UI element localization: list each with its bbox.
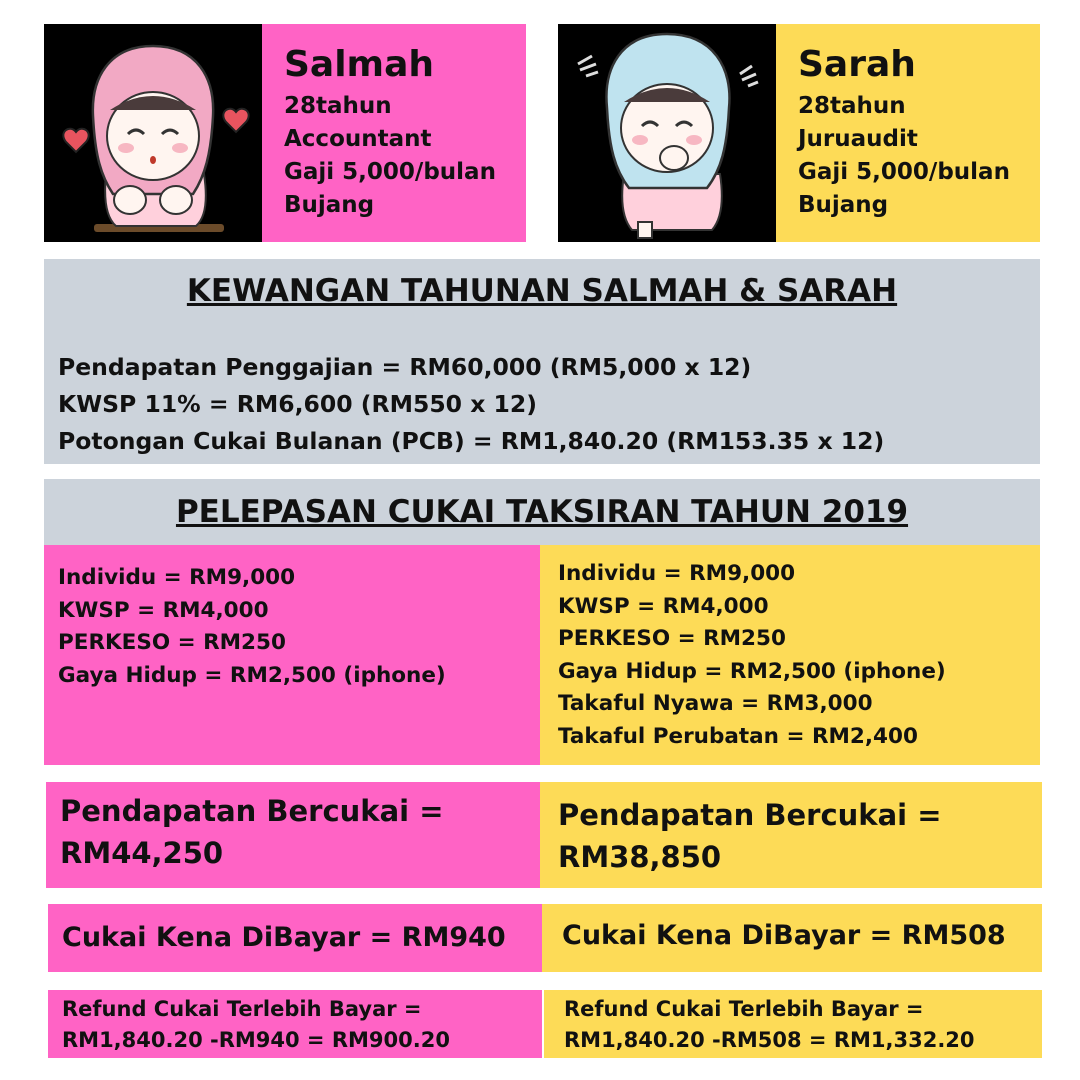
sarah-taxable-income-box bbox=[540, 782, 1042, 888]
tax-relief-title: PELEPASAN CUKAI TAKSIRAN TAHUN 2019 bbox=[175, 494, 909, 530]
salmah-relief-item: Individu = RM9,000 bbox=[58, 565, 296, 590]
sarah-relief-item: Gaya Hidup = RM2,500 (iphone) bbox=[558, 658, 946, 684]
salmah-name: Salmah bbox=[284, 44, 434, 85]
salmah-taxable-income-box bbox=[46, 782, 540, 888]
salmah-taxable-label: Pendapatan Bercukai = bbox=[60, 794, 444, 828]
sarah-tax-payable: Cukai Kena DiBayar = RM508 bbox=[562, 920, 1006, 951]
sarah-salary: Gaji 5,000/bulan bbox=[798, 159, 1010, 185]
finance-line-kwsp: KWSP 11% = RM6,600 (RM550 x 12) bbox=[58, 390, 537, 418]
salmah-status: Bujang bbox=[284, 192, 375, 218]
sarah-taxable-value: RM38,850 bbox=[558, 840, 722, 874]
hijab-girl-pink-hearts-icon bbox=[44, 24, 262, 242]
sarah-relief-item: Individu = RM9,000 bbox=[558, 561, 796, 586]
sarah-refund-label: Refund Cukai Terlebih Bayar = bbox=[564, 997, 924, 1021]
salmah-refund-calc: RM1,840.20 -RM940 = RM900.20 bbox=[62, 1028, 450, 1052]
salmah-taxable-value: RM44,250 bbox=[60, 836, 224, 870]
sarah-info-card bbox=[776, 24, 1040, 242]
sarah-tax-payable-box bbox=[542, 904, 1042, 972]
sarah-relief-item: Takaful Nyawa = RM3,000 bbox=[558, 691, 873, 716]
annual-finance-panel bbox=[44, 259, 1040, 464]
sarah-relief-box bbox=[540, 545, 1040, 765]
salmah-tax-payable-box bbox=[48, 904, 542, 972]
salmah-relief-box bbox=[44, 545, 540, 765]
sarah-age: 28tahun bbox=[798, 93, 906, 119]
sarah-name: Sarah bbox=[798, 44, 916, 85]
salmah-tax-payable: Cukai Kena DiBayar = RM940 bbox=[62, 922, 506, 953]
annual-finance-title: KEWANGAN TAHUNAN SALMAH & SARAH bbox=[186, 273, 898, 309]
salmah-avatar-panel bbox=[44, 24, 262, 242]
salmah-salary: Gaji 5,000/bulan bbox=[284, 159, 496, 185]
finance-line-pcb: Potongan Cukai Bulanan (PCB) = RM1,840.20 (RM153.35 x 12) bbox=[58, 427, 885, 455]
sarah-refund-box bbox=[544, 990, 1042, 1058]
salmah-relief-item: Gaya Hidup = RM2,500 (iphone) bbox=[58, 662, 446, 688]
salmah-refund-box bbox=[48, 990, 542, 1058]
salmah-refund-label: Refund Cukai Terlebih Bayar = bbox=[62, 997, 422, 1021]
sarah-avatar-panel bbox=[558, 24, 776, 242]
sarah-refund-calc: RM1,840.20 -RM508 = RM1,332.20 bbox=[564, 1028, 975, 1052]
finance-line-income: Pendapatan Penggajian = RM60,000 (RM5,000 x 12) bbox=[58, 353, 752, 381]
salmah-age: 28tahun bbox=[284, 93, 392, 119]
sarah-taxable-label: Pendapatan Bercukai = bbox=[558, 798, 942, 832]
salmah-relief-item: PERKESO = RM250 bbox=[58, 630, 286, 655]
sarah-relief-item: Takaful Perubatan = RM2,400 bbox=[558, 723, 918, 749]
salmah-info-card bbox=[262, 24, 526, 242]
salmah-relief-item: KWSP = RM4,000 bbox=[58, 597, 269, 623]
sarah-status: Bujang bbox=[798, 192, 889, 218]
sarah-job: Juruaudit bbox=[798, 126, 918, 152]
hijab-girl-blue-giggle-icon bbox=[558, 24, 776, 242]
sarah-relief-item: PERKESO = RM250 bbox=[558, 626, 786, 651]
sarah-relief-item: KWSP = RM4,000 bbox=[558, 593, 769, 619]
salmah-job: Accountant bbox=[284, 126, 432, 152]
tax-relief-header bbox=[44, 479, 1040, 545]
